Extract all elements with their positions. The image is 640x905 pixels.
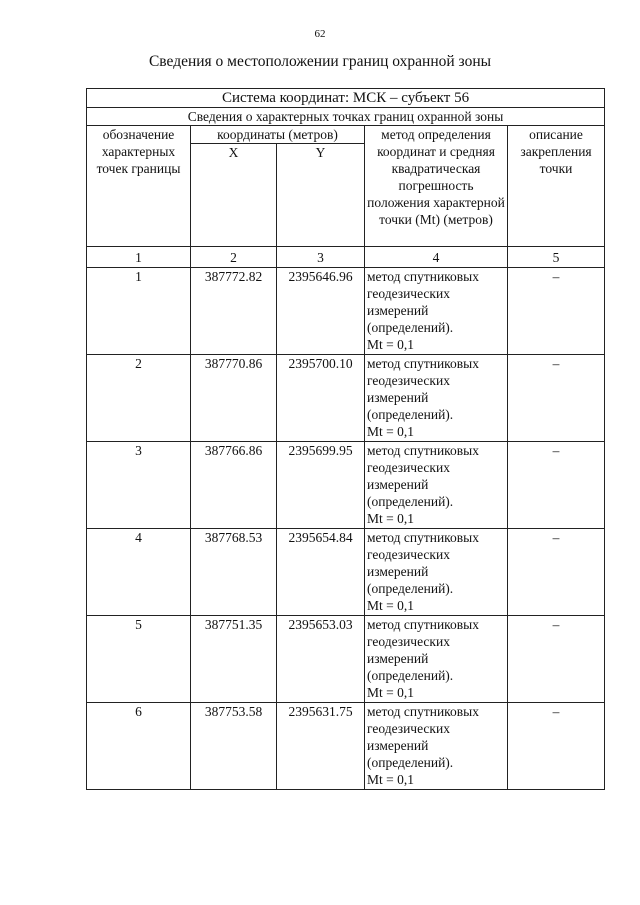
column-number: 3 — [277, 247, 365, 268]
method-text: метод спутниковых геодезических измерений (определений). — [367, 443, 479, 509]
fixing-description: – — [508, 355, 605, 442]
table-row — [87, 703, 605, 790]
column-number: 1 — [87, 247, 191, 268]
coord-x: 387772.82 — [191, 268, 277, 355]
table-row — [87, 268, 605, 355]
page-title: Сведения о местоположении границ охранной зоны — [148, 53, 492, 70]
coord-x: 387770.86 — [191, 355, 277, 442]
table-row — [87, 442, 605, 529]
method-cell — [365, 529, 508, 616]
mt-value: Mt = 0,1 — [367, 337, 414, 352]
fixing-description: – — [508, 442, 605, 529]
mt-value: Mt = 0,1 — [367, 772, 414, 787]
point-number: 1 — [87, 268, 191, 355]
point-number: 2 — [87, 355, 191, 442]
table-row — [87, 355, 605, 442]
coord-y: 2395631.75 — [277, 703, 365, 790]
fixing-description: – — [508, 616, 605, 703]
header-x: X — [191, 144, 277, 247]
point-number: 6 — [87, 703, 191, 790]
table-subtitle: Сведения о характерных точках границ охранной зоны — [87, 108, 605, 126]
method-cell — [365, 355, 508, 442]
column-number: 2 — [191, 247, 277, 268]
mt-value: Mt = 0,1 — [367, 598, 414, 613]
fixing-description: – — [508, 529, 605, 616]
coordinates-table — [86, 88, 605, 790]
method-text: метод спутниковых геодезических измерений (определений). — [367, 704, 479, 770]
method-cell — [365, 616, 508, 703]
coord-y: 2395654.84 — [277, 529, 365, 616]
coord-x: 387751.35 — [191, 616, 277, 703]
method-text: метод спутниковых геодезических измерений (определений). — [367, 530, 479, 596]
coord-y: 2395700.10 — [277, 355, 365, 442]
coord-y: 2395653.03 — [277, 616, 365, 703]
coord-y: 2395699.95 — [277, 442, 365, 529]
point-number: 4 — [87, 529, 191, 616]
page-number: 62 — [314, 28, 326, 40]
point-number: 3 — [87, 442, 191, 529]
column-number: 4 — [365, 247, 508, 268]
header-method: метод определения координат и средняя квадратическая погрешность положения характерной точки (Mt) (метров) — [365, 126, 508, 247]
method-text: метод спутниковых геодезических измерений (определений). — [367, 356, 479, 422]
coord-x: 387753.58 — [191, 703, 277, 790]
column-numbers-row — [87, 247, 605, 268]
fixing-description: – — [508, 268, 605, 355]
header-coords: координаты (метров) — [191, 126, 365, 144]
coord-x: 387766.86 — [191, 442, 277, 529]
fixing-description: – — [508, 703, 605, 790]
method-cell — [365, 268, 508, 355]
coord-y: 2395646.96 — [277, 268, 365, 355]
method-cell — [365, 442, 508, 529]
method-text: метод спутниковых геодезических измерений (определений). — [367, 269, 479, 335]
header-point: обозначение характерных точек границы — [87, 126, 191, 247]
column-number: 5 — [508, 247, 605, 268]
table-row — [87, 529, 605, 616]
coord-x: 387768.53 — [191, 529, 277, 616]
table-row — [87, 616, 605, 703]
mt-value: Mt = 0,1 — [367, 424, 414, 439]
coordinate-system: Система координат: МСК – субъект 56 — [87, 89, 605, 108]
header-fixing: описание закрепления точки — [508, 126, 605, 247]
point-number: 5 — [87, 616, 191, 703]
method-cell — [365, 703, 508, 790]
method-text: метод спутниковых геодезических измерений (определений). — [367, 617, 479, 683]
mt-value: Mt = 0,1 — [367, 685, 414, 700]
mt-value: Mt = 0,1 — [367, 511, 414, 526]
header-y: Y — [277, 144, 365, 247]
